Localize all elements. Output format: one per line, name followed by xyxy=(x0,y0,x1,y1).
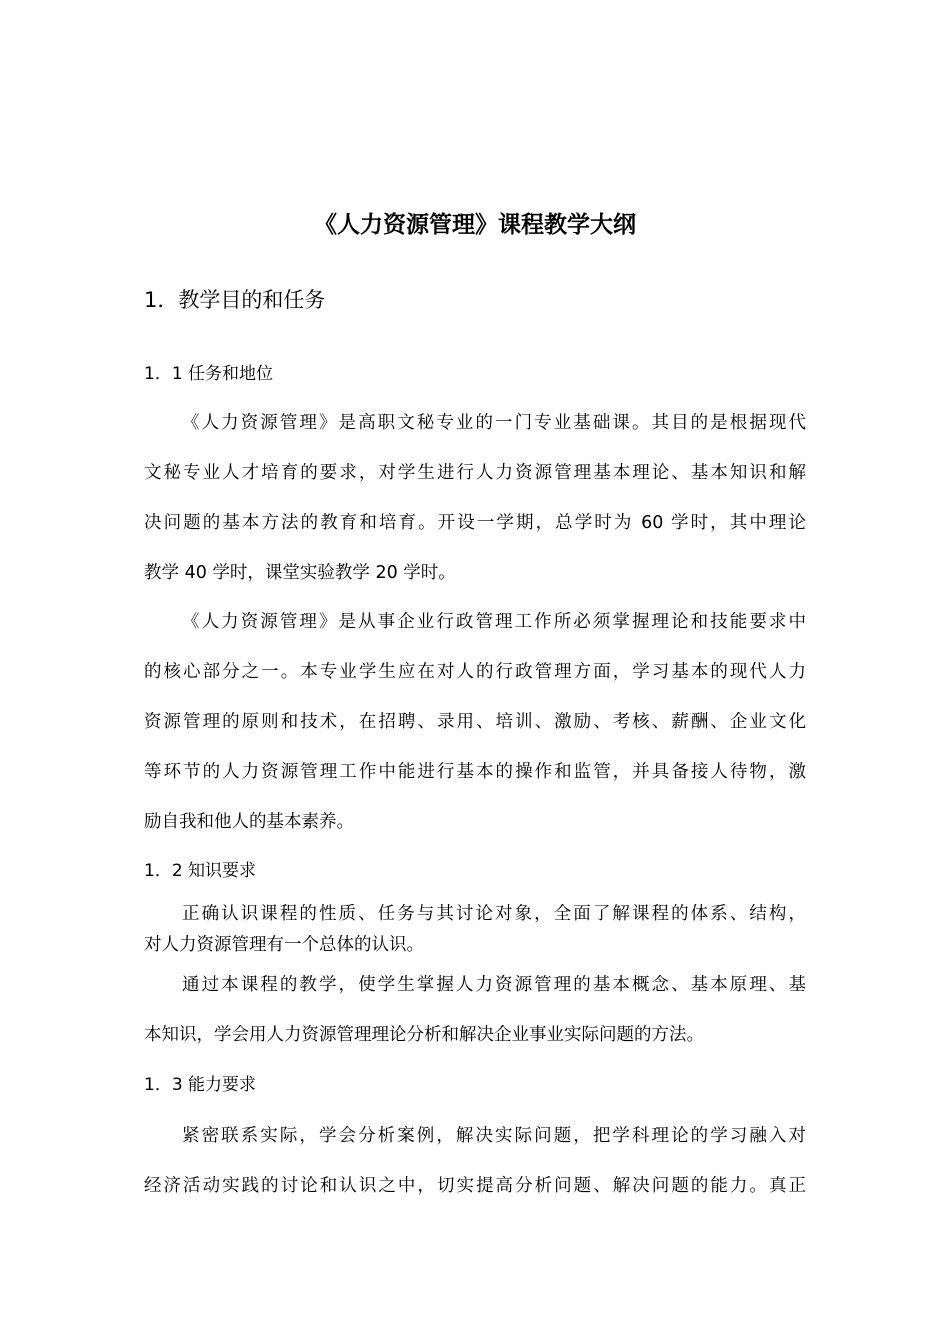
paragraph-line: 《人力资源管理》是从事企业行政管理工作所必须掌握理论和技能要求中 xyxy=(182,612,806,632)
paragraph-line: 教学 40 学时，课堂实验教学 20 学时。 xyxy=(144,563,456,583)
document-title: 《人力资源管理》课程教学大纲 xyxy=(314,212,636,238)
paragraph-knowledge-1 xyxy=(144,899,806,961)
paragraph-line: 《人力资源管理》是高职文秘专业的一门专业基础课。其目的是根据现代 xyxy=(182,413,806,433)
paragraph-line: 紧密联系实际，学会分析案例，解决实际问题，把学科理论的学习融入对 xyxy=(182,1126,806,1146)
paragraph-line: 决问题的基本方法的教育和培育。开设一学期，总学时为 60 学时，其中理论 xyxy=(144,513,806,533)
paragraph-line: 经济活动实践的讨论和认识之中，切实提高分析问题、解决问题的能力。真正 xyxy=(144,1176,806,1196)
paragraph-core-part xyxy=(144,597,806,847)
section-heading-1: 1．教学目的和任务 xyxy=(144,288,326,312)
paragraph-line: 本知识，学会用人力资源管理理论分析和解决企业事业实际问题的方法。 xyxy=(144,1025,704,1045)
paragraph-line: 励自我和他人的基本素养。 xyxy=(144,812,354,832)
paragraph-knowledge-2 xyxy=(144,960,806,1060)
paragraph-line: 资源管理的原则和技术，在招聘、录用、培训、激励、考核、薪酬、企业文化 xyxy=(144,712,806,732)
subsection-heading-1-3: 1．3 能力要求 xyxy=(144,1075,257,1095)
paragraph-task-position xyxy=(144,398,806,598)
subsection-heading-1-2: 1．2 知识要求 xyxy=(144,861,257,881)
paragraph-line: 文秘专业人才培育的要求，对学生进行人力资源管理基本理论、基本知识和解 xyxy=(144,463,806,483)
paragraph-line: 的核心部分之一。本专业学生应在对人的行政管理方面，学习基本的现代人力 xyxy=(144,662,806,682)
paragraph-line: 等环节的人力资源管理工作中能进行基本的操作和监管，并具备接人待物，激 xyxy=(144,762,806,782)
paragraph-line: 对人力资源管理有一个总体的认识。 xyxy=(144,935,424,955)
paragraph-ability xyxy=(144,1111,806,1211)
paragraph-line: 正确认识课程的性质、任务与其讨论对象，全面了解课程的体系、结构， xyxy=(182,904,806,924)
subsection-heading-1-1: 1．1 任务和地位 xyxy=(144,364,274,384)
paragraph-line: 通过本课程的教学，使学生掌握人力资源管理的基本概念、基本原理、基 xyxy=(182,975,806,995)
